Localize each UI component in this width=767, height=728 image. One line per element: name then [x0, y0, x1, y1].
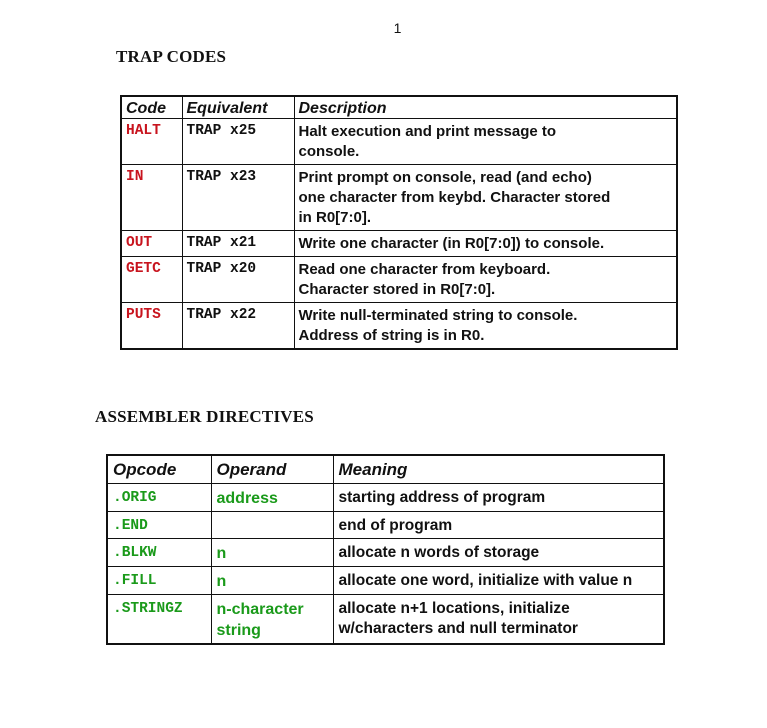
table-header-row [107, 455, 664, 484]
trap-equivalent: TRAP x25 [182, 119, 294, 165]
table-row [121, 231, 677, 257]
trap-code: GETC [121, 257, 182, 303]
trap-description: Halt execution and print message to console. [294, 119, 677, 165]
trap-code: HALT [121, 119, 182, 165]
trap-code: OUT [121, 231, 182, 257]
trap-equivalent: TRAP x21 [182, 231, 294, 257]
trap-description: Write one character (in R0[7:0]) to console. [294, 231, 677, 257]
table-row [107, 512, 664, 539]
trap-codes-heading: TRAP CODES [116, 47, 227, 66]
table-row [107, 567, 664, 595]
trap-equivalent: TRAP x22 [182, 303, 294, 350]
table-row [121, 119, 677, 165]
directive-opcode: .FILL [107, 567, 211, 595]
directive-meaning: allocate n words of storage [333, 539, 664, 567]
directive-meaning: allocate n+1 locations, initialize w/characters and null terminator [333, 595, 664, 645]
assembler-directives-heading: ASSEMBLER DIRECTIVES [95, 407, 314, 426]
directive-meaning: end of program [333, 512, 664, 539]
column-header-equivalent: Equivalent [182, 96, 294, 119]
table-row [121, 257, 677, 303]
table-row [107, 539, 664, 567]
trap-codes-table [120, 95, 678, 350]
directive-operand [211, 512, 333, 539]
directive-opcode: .STRINGZ [107, 595, 211, 645]
trap-description: Print prompt on console, read (and echo) one character from keybd. Character stored in R0[7:0]. [294, 165, 677, 231]
directive-operand: n-character string [211, 595, 333, 645]
table-row [121, 303, 677, 350]
column-header-meaning: Meaning [333, 455, 664, 484]
table-header-row [121, 96, 677, 119]
column-header-code: Code [121, 96, 182, 119]
directive-operand: n [211, 539, 333, 567]
assembler-directives-table [106, 454, 665, 645]
column-header-description: Description [294, 96, 677, 119]
table-row [107, 595, 664, 645]
directive-opcode: .BLKW [107, 539, 211, 567]
directive-operand: n [211, 567, 333, 595]
trap-description: Write null-terminated string to console. Address of string is in R0. [294, 303, 677, 350]
trap-equivalent: TRAP x20 [182, 257, 294, 303]
trap-code: PUTS [121, 303, 182, 350]
page-number: 1 [393, 20, 402, 36]
directive-meaning: starting address of program [333, 484, 664, 512]
trap-code: IN [121, 165, 182, 231]
directive-operand: address [211, 484, 333, 512]
directive-opcode: .ORIG [107, 484, 211, 512]
trap-description: Read one character from keyboard. Character stored in R0[7:0]. [294, 257, 677, 303]
directive-opcode: .END [107, 512, 211, 539]
directive-meaning: allocate one word, initialize with value n [333, 567, 664, 595]
table-row [121, 165, 677, 231]
column-header-opcode: Opcode [107, 455, 211, 484]
table-row [107, 484, 664, 512]
column-header-operand: Operand [211, 455, 333, 484]
trap-equivalent: TRAP x23 [182, 165, 294, 231]
